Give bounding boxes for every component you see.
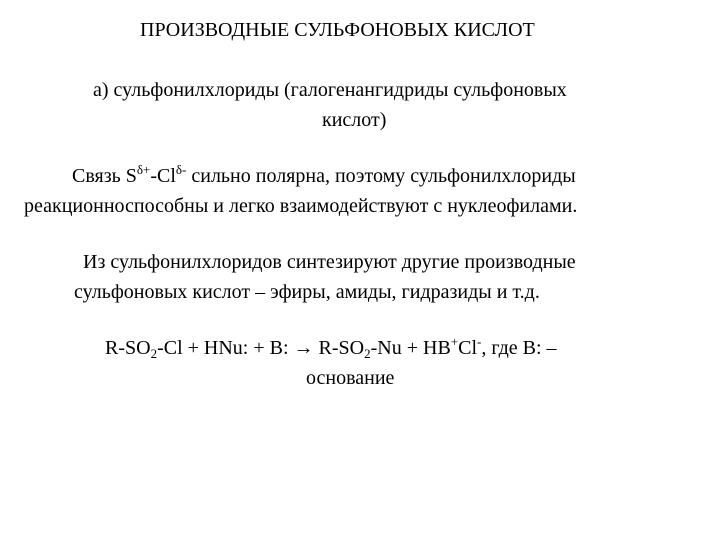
formula-subscript-2: 2 <box>364 346 371 361</box>
slide-title: ПРОИЗВОДНЫЕ СУЛЬФОНОВЫХ КИСЛОТ <box>140 19 535 41</box>
formula-part-1: R-SO <box>105 337 151 359</box>
formula-part-3: R-SO <box>313 337 365 359</box>
subheading-line-1: а) сульфонилхлориды (галогенангидриды сульфоновых <box>93 79 567 101</box>
subheading-line-2: кислот) <box>322 109 387 131</box>
formula-part-4: -Nu + HB <box>370 337 451 359</box>
reaction-equation-line-2: основание <box>306 367 395 389</box>
sulfur-partial-charge: δ+ <box>136 162 151 177</box>
formula-superscript-minus: - <box>477 334 482 349</box>
formula-part-6: , где B: – <box>481 337 557 359</box>
bond-text-suffix: сильно полярна, поэтому сульфонилхлориды <box>186 165 576 187</box>
paragraph-2-line-1: Из сульфонилхлоридов синтезируют другие производные <box>83 251 576 273</box>
formula-part-2: -Cl + HNu: + B: <box>157 337 294 359</box>
paragraph-1-line-1 <box>72 164 576 188</box>
formula-subscript-1: 2 <box>150 346 158 361</box>
formula-superscript-plus: + <box>450 334 459 349</box>
bond-text-chlorine: -Cl <box>150 165 176 187</box>
formula-part-5: Cl <box>458 337 478 359</box>
bond-text-prefix: Связь S <box>72 165 137 187</box>
reaction-arrow-icon: → <box>293 337 314 359</box>
chlorine-partial-charge: δ- <box>175 162 187 177</box>
reaction-equation <box>105 336 557 360</box>
paragraph-1-line-2: реакционноспособны и легко взаимодействуют с нуклеофилами. <box>24 195 578 217</box>
paragraph-2-line-2: сульфоновых кислот – эфиры, амиды, гидразиды и т.д. <box>74 281 540 303</box>
